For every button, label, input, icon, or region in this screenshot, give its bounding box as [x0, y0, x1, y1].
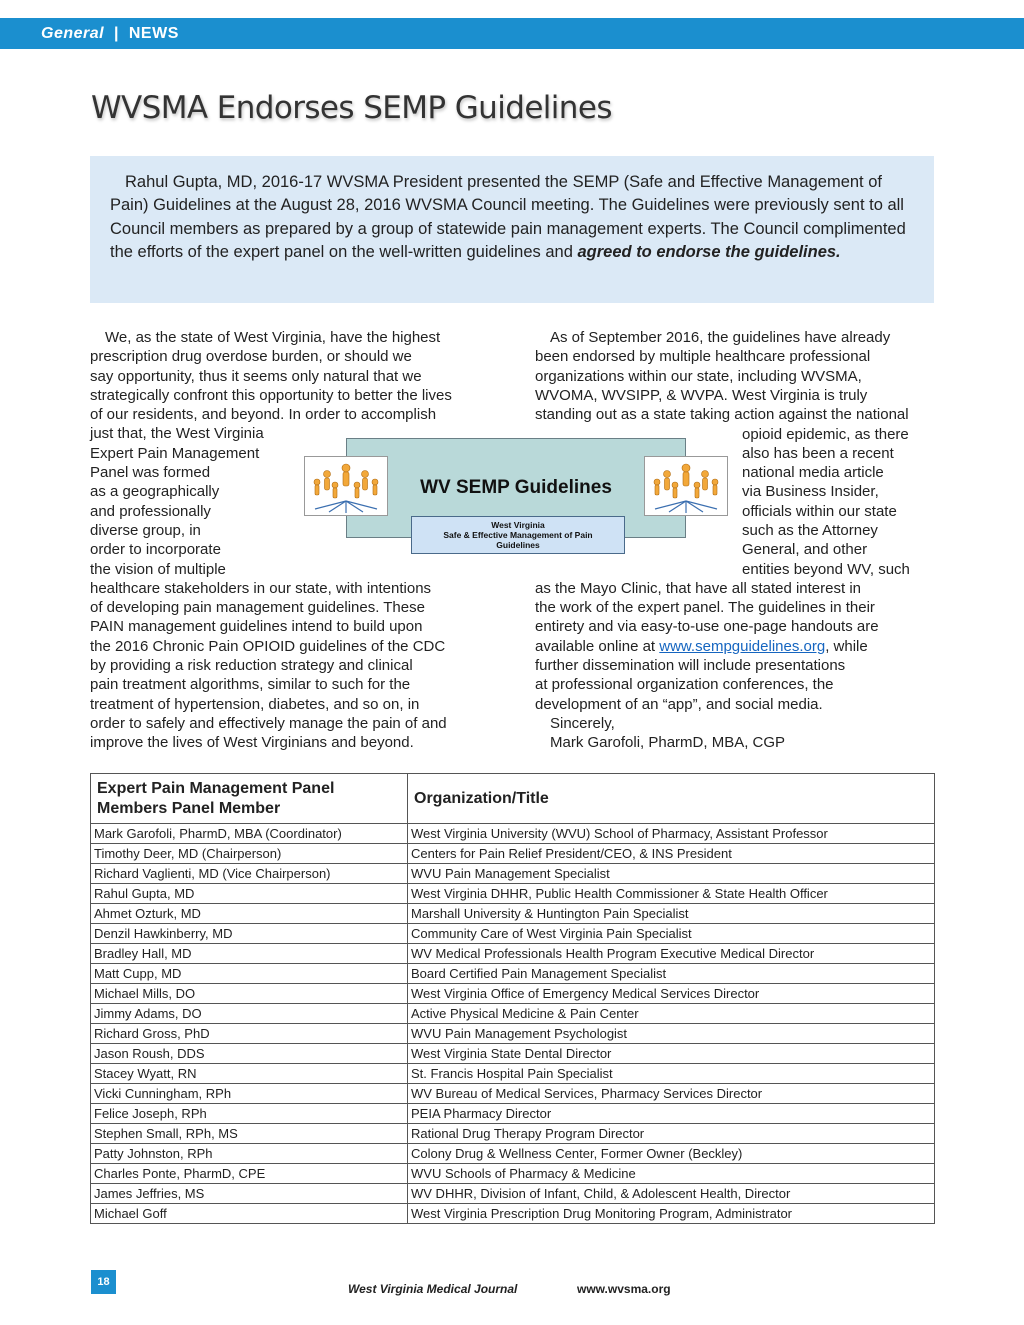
table-row	[91, 1024, 935, 1044]
text-line: development of an “app”, and social media.	[535, 695, 823, 713]
text-line: and professionally	[90, 502, 211, 520]
text-line: WVOMA, WVSIPP, & WVPA. West Virginia is truly	[535, 386, 868, 404]
text-line: pain treatment algorithms, similar to such for the	[90, 676, 411, 694]
right-column-top	[535, 328, 909, 424]
section-header-bar	[0, 18, 1024, 49]
text-line: prescription drug overdose burden, or should we	[90, 348, 412, 366]
organization-cell: Marshall University & Huntington Pain Specialist	[408, 904, 935, 924]
page-number: 18	[91, 1270, 116, 1294]
text-line: further dissemination will include presentations	[535, 657, 846, 675]
organization-cell: Community Care of West Virginia Pain Specialist	[408, 924, 935, 944]
summary-box	[90, 156, 934, 303]
figure-title: WV SEMP Guidelines	[420, 477, 612, 498]
right-column-side	[742, 425, 910, 579]
text-line: Panel was formed	[90, 464, 211, 482]
text-line: the work of the expert panel. The guidelines in their	[535, 599, 875, 617]
table-row	[91, 1004, 935, 1024]
member-name-cell: Matt Cupp, MD	[91, 964, 408, 984]
people-network-icon	[304, 456, 388, 516]
member-name-cell: Michael Goff	[91, 1204, 408, 1224]
member-name-cell: Patty Johnston, RPh	[91, 1144, 408, 1164]
member-name-cell: Jimmy Adams, DO	[91, 1004, 408, 1024]
text-line: standing out as a state taking action against the national	[535, 406, 909, 424]
table-row	[91, 864, 935, 884]
table-row	[91, 1144, 935, 1164]
link-line-suffix: , while	[825, 637, 868, 655]
text-line: the 2016 Chronic Pain OPIOID guidelines of the CDC	[90, 637, 446, 655]
text-line: improve the lives of West Virginians and beyond.	[90, 734, 414, 752]
table-row	[91, 1084, 935, 1104]
member-name-cell: Denzil Hawkinberry, MD	[91, 924, 408, 944]
organization-cell: West Virginia Office of Emergency Medical Services Director	[408, 984, 935, 1004]
closing: Sincerely,	[550, 714, 615, 732]
organization-cell: WVU Pain Management Psychologist	[408, 1024, 935, 1044]
text-line: order to safely and effectively manage the pain of and	[90, 714, 447, 732]
semp-figure	[346, 438, 686, 550]
organization-cell: West Virginia University (WVU) School of Pharmacy, Assistant Professor	[408, 824, 935, 844]
text-line: been endorsed by multiple healthcare professional	[535, 348, 871, 366]
organization-cell: WV DHHR, Division of Infant, Child, & Adolescent Health, Director	[408, 1184, 935, 1204]
organization-cell: Colony Drug & Wellness Center, Former Owner (Beckley)	[408, 1144, 935, 1164]
panel-members-table	[90, 773, 935, 1224]
text-line: We, as the state of West Virginia, have the highest	[105, 329, 441, 346]
text-line: say opportunity, thus it seems only natural that we	[90, 367, 422, 385]
table-row	[91, 844, 935, 864]
table-row	[91, 1064, 935, 1084]
text-line: opioid epidemic, as there	[742, 425, 909, 443]
text-line: order to incorporate	[90, 541, 221, 559]
organization-cell: WVU Schools of Pharmacy & Medicine	[408, 1164, 935, 1184]
text-line: as a geographically	[90, 483, 220, 501]
member-name-cell: Mark Garofoli, PharmD, MBA (Coordinator)	[91, 824, 408, 844]
figure-subtitle-line3: Guidelines	[496, 540, 540, 550]
section-label	[41, 25, 179, 43]
figure-subtitle-line2: Safe & Effective Management of Pain	[443, 530, 593, 540]
member-name-cell: Vicki Cunningham, RPh	[91, 1084, 408, 1104]
footer-url: www.wvsma.org	[577, 1282, 671, 1296]
table-header-row	[91, 774, 935, 824]
article-title: WVSMA Endorses SEMP Guidelines	[91, 90, 612, 126]
table-row	[91, 984, 935, 1004]
text-line: Expert Pain Management	[90, 444, 260, 462]
text-line: General, and other	[742, 541, 868, 559]
link-line-prefix: available online at	[535, 637, 660, 655]
table-row	[91, 1164, 935, 1184]
figure-subtitle-box	[411, 516, 625, 554]
member-name-cell: Timothy Deer, MD (Chairperson)	[91, 844, 408, 864]
table-row	[91, 944, 935, 964]
text-line: healthcare stakeholders in our state, with intentions	[90, 579, 432, 597]
member-name-cell: Ahmet Ozturk, MD	[91, 904, 408, 924]
table-row	[91, 824, 935, 844]
text-line: treatment of hypertension, diabetes, and so on, in	[90, 695, 420, 713]
member-name-cell: Felice Joseph, RPh	[91, 1104, 408, 1124]
organization-cell: Rational Drug Therapy Program Director	[408, 1124, 935, 1144]
section-general: General	[41, 25, 105, 42]
table-row	[91, 964, 935, 984]
organization-cell: West Virginia DHHR, Public Health Commissioner & State Health Officer	[408, 884, 935, 904]
text-line: strategically confront this opportunity to better the lives	[90, 386, 452, 404]
figure-subtitle-line1: West Virginia	[491, 520, 545, 530]
organization-cell: WV Bureau of Medical Services, Pharmacy Services Director	[408, 1084, 935, 1104]
text-line: entities beyond WV, such	[742, 560, 910, 578]
header-organization: Organization/Title	[408, 774, 935, 824]
right-column-bottom	[535, 579, 879, 753]
text-line: the vision of multiple	[90, 560, 226, 578]
member-name-cell: Richard Gross, PhD	[91, 1024, 408, 1044]
organization-cell: WV Medical Professionals Health Program Executive Medical Director	[408, 944, 935, 964]
table-row	[91, 1124, 935, 1144]
table-row	[91, 1184, 935, 1204]
table-row	[91, 1104, 935, 1124]
table-row	[91, 1044, 935, 1064]
member-name-cell: James Jeffries, MS	[91, 1184, 408, 1204]
journal-name: West Virginia Medical Journal	[348, 1282, 518, 1296]
member-name-cell: Michael Mills, DO	[91, 984, 408, 1004]
section-separator: |	[113, 25, 119, 42]
table-row	[91, 1204, 935, 1224]
table-row	[91, 884, 935, 904]
text-line: entirety and via easy-to-use one-page handouts are	[535, 618, 879, 636]
organization-cell: West Virginia State Dental Director	[408, 1044, 935, 1064]
member-name-cell: Stacey Wyatt, RN	[91, 1064, 408, 1084]
text-line: just that, the West Virginia	[90, 425, 264, 443]
text-line: organizations within our state, including WVSMA,	[535, 367, 862, 385]
text-line: at professional organization conferences, the	[535, 676, 834, 694]
people-network-icon	[644, 456, 728, 516]
organization-cell: St. Francis Hospital Pain Specialist	[408, 1064, 935, 1084]
text-line: also has been a recent	[742, 444, 894, 462]
header-panel-member: Expert Pain Management Panel Members Panel Member	[91, 774, 408, 824]
organization-cell: WVU Pain Management Specialist	[408, 864, 935, 884]
member-name-cell: Stephen Small, RPh, MS	[91, 1124, 408, 1144]
signature: Mark Garofoli, PharmD, MBA, CGP	[550, 734, 786, 752]
organization-cell: West Virginia Prescription Drug Monitoring Program, Administrator	[408, 1204, 935, 1224]
link-line	[535, 637, 879, 656]
text-line: As of September 2016, the guidelines have already	[550, 329, 891, 346]
text-line: diverse group, in	[90, 521, 201, 539]
member-name-cell: Richard Vaglienti, MD (Vice Chairperson)	[91, 864, 408, 884]
text-line: officials within our state	[742, 502, 897, 520]
semp-guidelines-link[interactable]: www.sempguidelines.org	[659, 637, 826, 655]
left-column	[90, 328, 452, 753]
text-line: of our residents, and beyond. In order to accomplish	[90, 406, 437, 424]
text-line: as the Mayo Clinic, that have all stated interest in	[535, 579, 862, 597]
text-line: national media article	[742, 464, 884, 482]
text-line: by providing a risk reduction strategy and clinical	[90, 657, 413, 675]
member-name-cell: Charles Ponte, PharmD, CPE	[91, 1164, 408, 1184]
organization-cell: Board Certified Pain Management Specialist	[408, 964, 935, 984]
table-row	[91, 924, 935, 944]
text-line: via Business Insider,	[742, 483, 879, 501]
member-name-cell: Rahul Gupta, MD	[91, 884, 408, 904]
member-name-cell: Bradley Hall, MD	[91, 944, 408, 964]
section-news: NEWS	[128, 25, 179, 42]
text-line: such as the Attorney	[742, 521, 878, 539]
summary-emphasis: agreed to endorse the guidelines.	[577, 243, 841, 262]
organization-cell: Active Physical Medicine & Pain Center	[408, 1004, 935, 1024]
text-line: of developing pain management guidelines. These	[90, 599, 425, 617]
organization-cell: PEIA Pharmacy Director	[408, 1104, 935, 1124]
table-row	[91, 904, 935, 924]
text-line: PAIN management guidelines intend to build upon	[90, 618, 423, 636]
member-name-cell: Jason Roush, DDS	[91, 1044, 408, 1064]
organization-cell: Centers for Pain Relief President/CEO, & INS President	[408, 844, 935, 864]
summary-text: Rahul Gupta, MD, 2016-17 WVSMA President presented the SEMP (Safe and Effective Management of Pain) Guidelines at the August 28, 2016 WVSMA Council meeting. The Guidelines were previously sent to all Council members as prepared by a group of statewide pain management experts. The Council complimented the efforts of the expert panel on the well-written guidelines and	[110, 173, 906, 262]
